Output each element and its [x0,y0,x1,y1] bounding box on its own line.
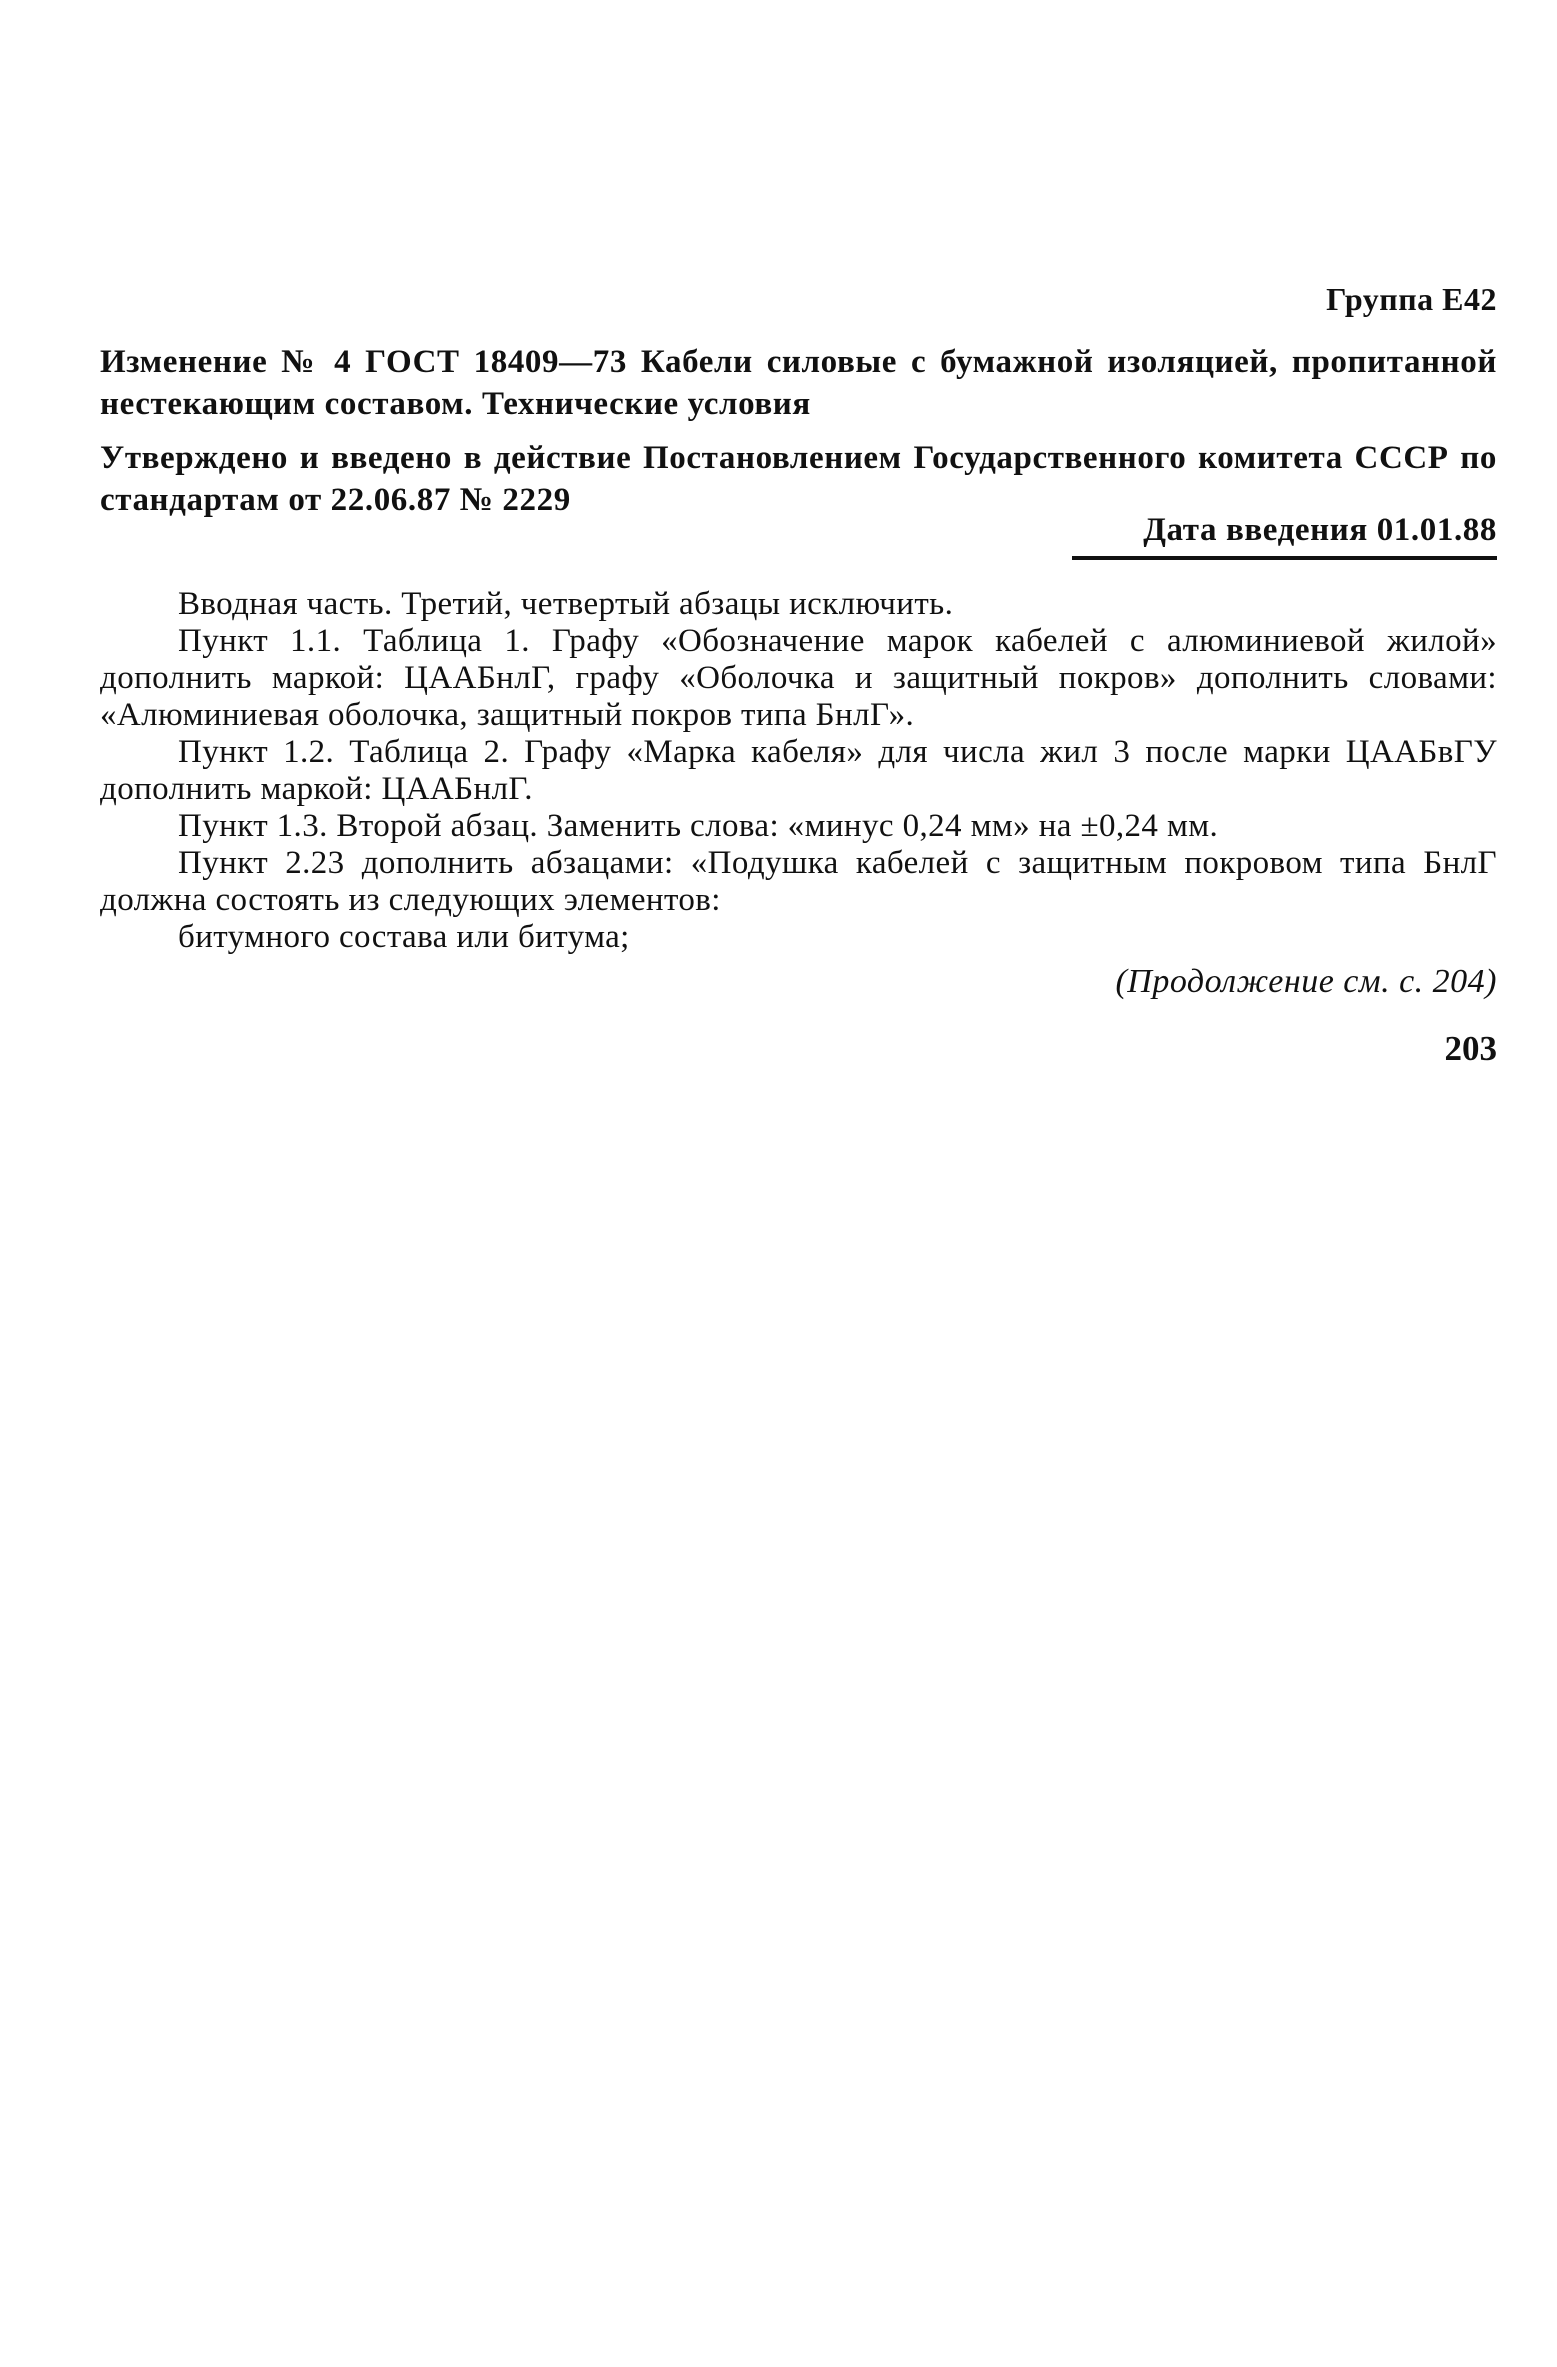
page-number: 203 [1444,1029,1497,1068]
date-underline [1072,556,1497,560]
change-title: Изменение № 4 ГОСТ 18409—73 Кабели силовые с бумажной изоляцией, пропитанной нестекающим составом. Технические условия [100,344,1497,422]
paragraph-item-1-3: Пункт 1.3. Второй абзац. Заменить слова: «минус 0,24 мм» на ±0,24 мм. [178,808,1219,844]
document-page [100,0,1497,2367]
change-body [100,586,1497,956]
group-label: Группа Е42 [1326,281,1497,317]
approval-statement: Утверждено и введено в действие Постановлением Государственного комитета СССР по стандартам от 22.06.87 № 2229 [100,440,1497,518]
paragraph-item-1-1: Пункт 1.1. Таблица 1. Графу «Обозначение марок кабелей с алюминиевой жилой» дополнить маркой: ЦААБнлГ, графу «Оболочка и защитный покров» дополнить словами: «Алюминиевая оболочка, защитный покров типа БнлГ». [100,623,1497,733]
paragraph-item-1-2: Пункт 1.2. Таблица 2. Графу «Марка кабеля» для числа жил 3 после марки ЦААБвГУ дополнить маркой: ЦААБнлГ. [100,734,1497,807]
effective-date: Дата введения 01.01.88 [1143,512,1497,548]
paragraph-bitumen: битумного состава или битума; [178,919,630,955]
paragraph-intro: Вводная часть. Третий, четвертый абзацы исключить. [178,586,954,622]
continuation-note: (Продолжение см. с. 204) [1115,963,1497,1000]
paragraph-item-2-23: Пункт 2.23 дополнить абзацами: «Подушка кабелей с защитным покровом типа БнлГ должна состоять из следующих элементов: [100,845,1497,918]
